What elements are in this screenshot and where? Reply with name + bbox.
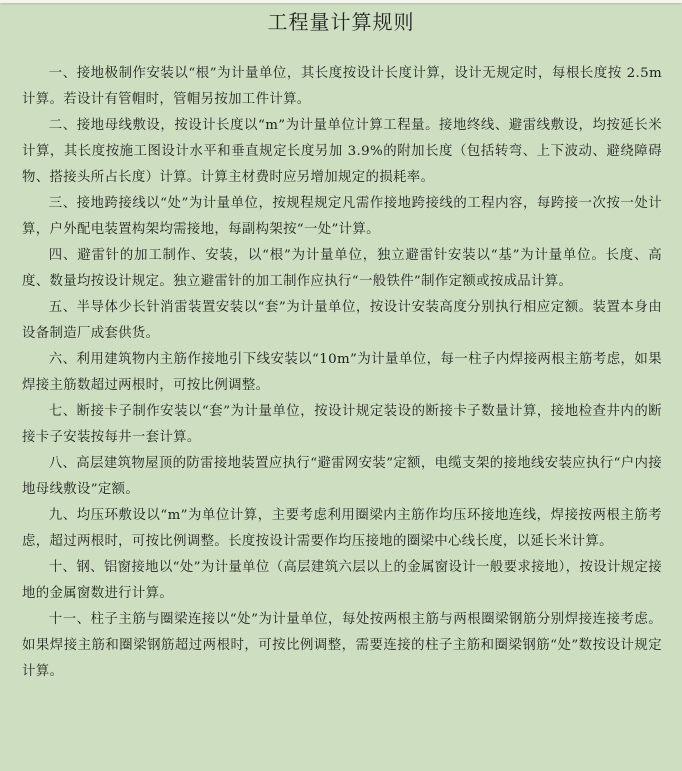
rule-paragraph-10: 十、钢、铝窗接地以“处”为计量单位（高层建筑六层以上的金属窗设计一般要求接地），按设计规定接地的金属窗数进行计算。: [22, 560, 662, 601]
rule-paragraph-9: 九、均压环敷设以“m”为单位计算，主要考虑利用圈梁内主筋作均压环接地连线，焊接按两根主筋考虑，超过两根时，可按比例调整。长度按设计需要作均压接地的圈梁中心线长度，以延长米计算。: [22, 508, 662, 549]
rule-paragraph-7: 七、断接卡子制作安装以“套”为计量单位，按设计规定装设的断接卡子数量计算，接地检查井内的断接卡子安装按每井一套计算。: [22, 404, 662, 445]
document-title: 工程量计算规则: [267, 10, 415, 34]
rule-paragraph-11: 十一、柱子主筋与圈梁连接以“处”为计量单位，每处按两根主筋与两根圈梁钢筋分别焊接连接考虑。如果焊接主筋和圈梁钢筋超过两根时，可按比例调整，需要连接的柱子主筋和圈梁钢筋“处”数按设计规定计算。: [22, 612, 662, 679]
rule-paragraph-6: 六、利用建筑物内主筋作接地引下线安装以“10m”为计量单位，每一柱子内焊接两根主筋考虑，如果焊接主筋数超过两根时，可按比例调整。: [22, 352, 662, 393]
rule-paragraph-1: 一、接地极制作安装以“根”为计量单位，其长度按设计长度计算，设计无规定时，每根长度按 2.5m 计算。若设计有管帽时，管帽另按加工件计算。: [22, 66, 662, 107]
rule-paragraph-5: 五、半导体少长针消雷装置安装以“套”为计量单位，按设计安装高度分别执行相应定额。装置本身由设备制造厂成套供货。: [22, 300, 662, 341]
document-body: [22, 61, 662, 685]
rule-paragraph-2: 二、接地母线敷设，按设计长度以“m”为计量单位计算工程量。接地终线、避雷线敷设，均按延长米计算，其长度按施工图设计水平和垂直规定长度另加 3.9%的附加长度（包括转弯、上下波动、避绕障碍物、搭接头所占长度）计算。计算主材费时应另增加规定的损耗率。: [22, 118, 662, 185]
rule-paragraph-8: 八、高层建筑物屋顶的防雷接地装置应执行“避雷网安装”定额，电缆支架的接地线安装应执行“户内接地母线敷设”定额。: [22, 456, 662, 497]
rule-paragraph-3: 三、接地跨接线以“处”为计量单位，按规程规定凡需作接地跨接线的工程内容，每跨接一次按一处计算，户外配电装置构架均需接地，每副构架按“一处”计算。: [22, 196, 662, 237]
rule-paragraph-4: 四、避雷针的加工制作、安装，以“根”为计量单位，独立避雷针安装以“基”为计量单位。长度、高度、数量均按设计规定。独立避雷针的加工制作应执行“一般铁件”制作定额或按成品计算。: [22, 248, 662, 289]
